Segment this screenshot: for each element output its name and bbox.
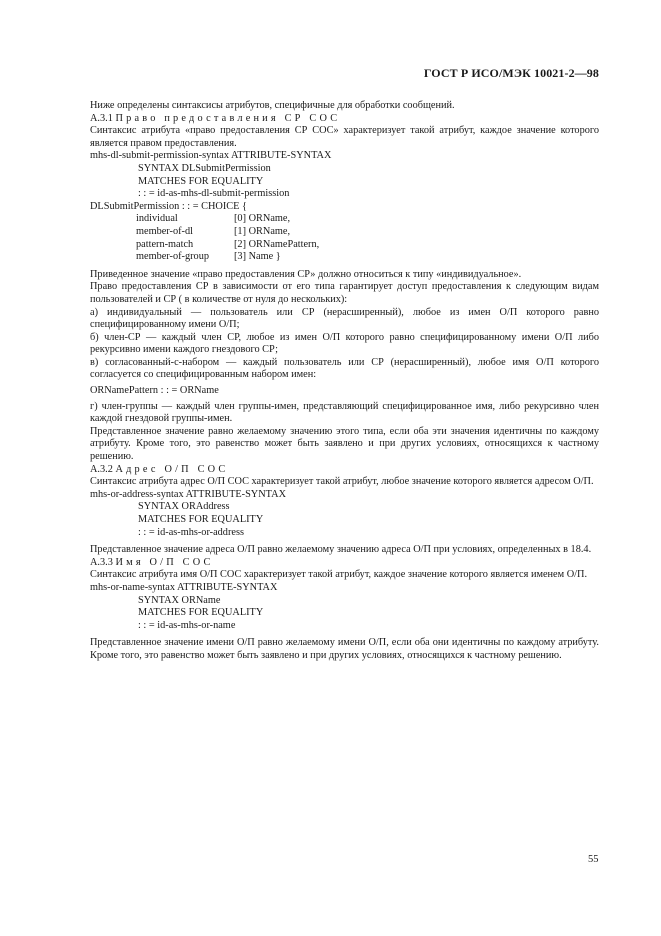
choice-name: member-of-dl bbox=[136, 225, 193, 237]
code-line: SYNTAX ORName bbox=[138, 594, 221, 606]
code-line: : : = id-as-mhs-or-name bbox=[138, 619, 236, 631]
choice-item bbox=[90, 251, 599, 264]
section-number: A.3.1 bbox=[90, 112, 113, 124]
choice-item bbox=[90, 226, 599, 239]
paragraph: Представленное значение равно желаемому значению этого типа, если оба эти значения идентичны по каждому атрибуту. Кроме того, это равенство может быть заявлено и при других условиях, относящихся к частному решению. bbox=[90, 425, 599, 463]
pattern-definition: ORNamePattern : : = ORName bbox=[90, 385, 219, 397]
code-line: SYNTAX ORAddress bbox=[138, 501, 230, 513]
choice-name: pattern-match bbox=[136, 238, 194, 250]
section-description: Синтаксис атрибута адрес О/П СОС характеризует такой атрибут, любое значение которого является адресом О/П. bbox=[90, 476, 594, 488]
code-block bbox=[90, 150, 599, 200]
choice-item bbox=[90, 213, 599, 226]
code-line: SYNTAX DLSubmitPermission bbox=[138, 162, 271, 174]
code-line: MATCHES FOR EQUALITY bbox=[138, 607, 264, 619]
code-line: mhs-or-name-syntax ATTRIBUTE-SYNTAX bbox=[90, 581, 278, 593]
document-body bbox=[90, 100, 599, 663]
choice-name: individual bbox=[136, 213, 178, 225]
code-line: mhs-dl-submit-permission-syntax ATTRIBUTE-SYNTAX bbox=[90, 150, 332, 162]
paragraph: Представленное значение адреса О/П равно желаемому значению адреса О/П при условиях, определенных в 18.4. bbox=[90, 544, 592, 556]
list-item-b: б) член-СР — каждый член СР, любое из имен О/П которого равно специфицированному имени О/П либо рекурсивно имени каждого гнездового СР; bbox=[90, 331, 599, 356]
section-heading-a33 bbox=[90, 557, 599, 570]
section-description bbox=[90, 125, 599, 150]
paragraph: Представленное значение имени О/П равно желаемому имени О/П, если оба они идентичны по каждому атрибуту. Кроме того, это равенство может быть заявлено и при других условиях, относящихся к частному решению. bbox=[90, 637, 599, 661]
code-line: MATCHES FOR EQUALITY bbox=[138, 175, 264, 187]
choice-value: [3] Name } bbox=[234, 251, 281, 263]
section-number: A.3.3 bbox=[90, 556, 113, 568]
choice-head: DLSubmitPermission : : = CHOICE { bbox=[90, 200, 247, 212]
section-description-text: Синтаксис атрибута «право предоставления СР СОС» характеризует такой атрибут, каждое значение которого является правом предоставления. bbox=[90, 125, 599, 149]
section-title: Имя О/П СОС bbox=[115, 556, 214, 568]
code-line: mhs-or-address-syntax ATTRIBUTE-SYNTAX bbox=[90, 488, 287, 500]
section-heading-a31 bbox=[90, 113, 599, 126]
paragraph: Право предоставления СР в зависимости от его типа гарантирует доступ предоставления к следующим видам пользователей и СР ( в количестве от нуля до нескольких): bbox=[90, 281, 599, 305]
choice-list bbox=[90, 213, 599, 263]
section-description: Синтаксис атрибута имя О/П СОС характеризует такой атрибут, каждое значение которого является именем О/П. bbox=[90, 569, 588, 581]
intro-paragraph: Ниже определены синтаксисы атрибутов, специфичные для обработки сообщений. bbox=[90, 100, 455, 111]
choice-name: member-of-group bbox=[136, 251, 209, 263]
page-number: 55 bbox=[588, 854, 599, 865]
section-title: Адрес О/П СОС bbox=[115, 463, 229, 475]
code-line: MATCHES FOR EQUALITY bbox=[138, 514, 264, 525]
list-item-v: в) согласованный-с-набором — каждый пользователь или СР (нерасширенный), любое имя О/П которого согласуется со специфицированным набором имен: bbox=[90, 356, 599, 381]
section-title: Право предоставления СР СОС bbox=[115, 112, 341, 124]
document-header: ГОСТ Р ИСО/МЭК 10021-2—98 bbox=[423, 66, 599, 80]
code-line: : : = id-as-mhs-or-address bbox=[138, 526, 244, 538]
code-block bbox=[90, 582, 599, 632]
code-line: : : = id-as-mhs-dl-submit-permission bbox=[138, 188, 290, 200]
list-item-a: а) индивидуальный — пользователь или СР (нерасширенный), любое из имен О/П которого равно специфицированному имени О/П; bbox=[90, 306, 599, 331]
choice-value: [1] ORName, bbox=[234, 225, 291, 237]
section-number: A.3.2 bbox=[90, 463, 113, 475]
section-heading-a32 bbox=[90, 464, 599, 477]
list-item-g: г) член-группы — каждый член группы-имен, представляющий специфицированное имя, либо рекурсивно член каждой гнездовой группы-имен. bbox=[90, 400, 599, 425]
choice-value: [0] ORName, bbox=[234, 213, 291, 225]
choice-value: [2] ORNamePattern, bbox=[234, 238, 320, 250]
paragraph: Приведенное значение «право предоставления СР» должно относиться к типу «индивидуальное». bbox=[90, 268, 522, 280]
code-block bbox=[90, 489, 599, 539]
choice-item bbox=[90, 239, 599, 252]
